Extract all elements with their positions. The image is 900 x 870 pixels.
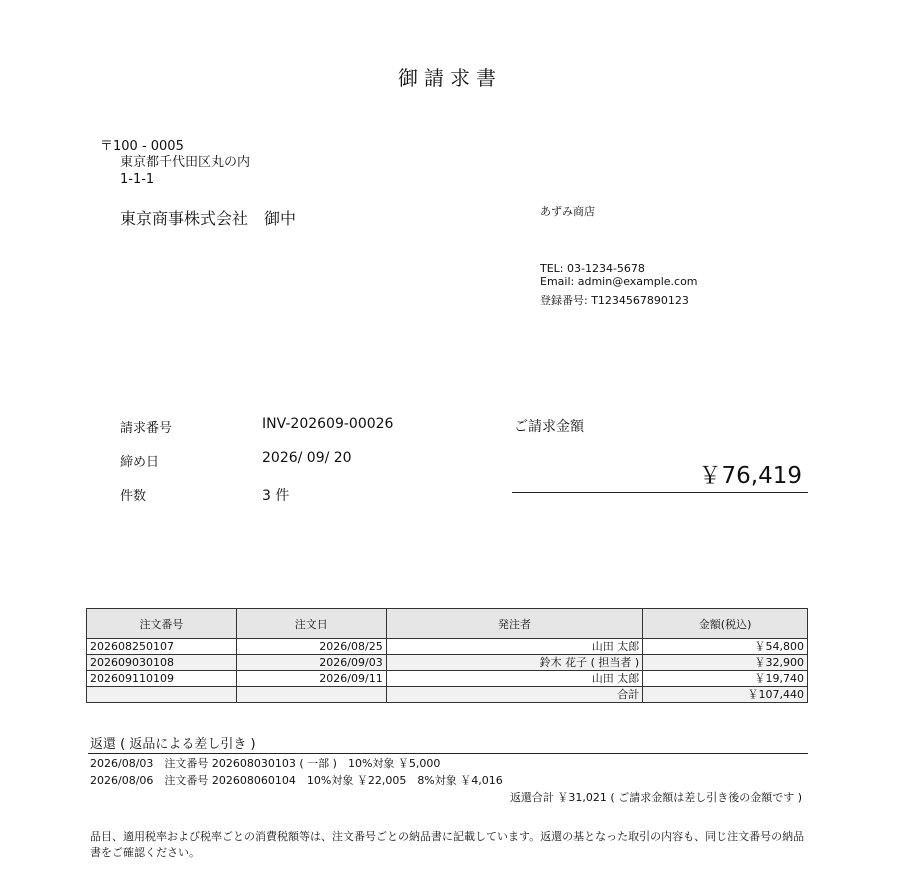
table-row [87, 671, 808, 687]
amount-underline [512, 492, 808, 493]
order-date-cell: 2026/08/25 [236, 639, 386, 655]
amount-cell: ￥19,740 [643, 671, 808, 687]
postal-code: 〒100 - 0005 [100, 139, 184, 154]
order-number-cell: 202609110109 [87, 671, 237, 687]
invoice-number-label: 請求番号 [120, 421, 173, 436]
closing-date: 2026/ 09/ 20 [262, 450, 352, 466]
amount-cell: ￥54,800 [643, 639, 808, 655]
order-number-cell: 202609030108 [87, 655, 237, 671]
recipient-address-line1: 東京都千代田区丸の内 [120, 155, 251, 170]
order-date-cell: 2026/09/03 [236, 655, 386, 671]
refund-total: 返還合計 ￥31,021 ( ご請求金額は差し引き後の金額です ) [509, 791, 802, 804]
empty-cell [236, 687, 386, 703]
column-header-orderer: 発注者 [386, 609, 643, 639]
order-count: 3 件 [262, 488, 290, 504]
total-label: 合計 [386, 687, 643, 703]
refund-title: 返還 ( 返品による差し引き ) [90, 737, 256, 752]
total-row [87, 687, 808, 703]
orderer-cell: 山田 太郎 [386, 639, 643, 655]
table-header-row [87, 609, 808, 639]
order-number-cell: 202608250107 [87, 639, 237, 655]
orderer-cell: 鈴木 花子 ( 担当者 ) [386, 655, 643, 671]
amount-cell: ￥32,900 [643, 655, 808, 671]
table-row [87, 639, 808, 655]
sender-registration: 登録番号: T1234567890123 [540, 294, 689, 307]
recipient-name: 東京商事株式会社 御中 [120, 209, 297, 228]
billing-amount-label: ご請求金額 [514, 419, 584, 435]
order-date-cell: 2026/09/11 [236, 671, 386, 687]
count-label: 件数 [120, 489, 147, 504]
sender-tel: TEL: 03-1234-5678 [540, 262, 645, 275]
document-title: 御請求書 [398, 66, 502, 90]
billing-amount: ￥76,419 [698, 463, 802, 489]
refund-line-item: 2026/08/03 注文番号 202608030103 ( 一部 ) 10%対象 ￥5,000 [90, 757, 441, 770]
sender-email: Email: admin@example.com [540, 275, 698, 288]
refund-divider [88, 753, 808, 754]
column-header-amount: 金額(税込) [643, 609, 808, 639]
refund-line-item: 2026/08/06 注文番号 202608060104 10%対象 ￥22,005 8%対象 ￥4,016 [90, 774, 503, 787]
empty-cell [87, 687, 237, 703]
invoice-number: INV-202609-00026 [262, 416, 394, 432]
footer-note: 品目、適用税率および税率ごとの消費税額等は、注文番号ごとの納品書に記載しています。返還の基となった取引の内容も、同じ注文番号の納品書をご確認ください。 [90, 830, 805, 859]
column-header-order-no: 注文番号 [87, 609, 237, 639]
recipient-address-line2: 1-1-1 [120, 172, 155, 187]
closing-date-label: 締め日 [120, 455, 160, 470]
orders-table [86, 608, 808, 703]
total-amount: ￥107,440 [643, 687, 808, 703]
sender-name: あずみ商店 [540, 205, 595, 218]
column-header-date: 注文日 [236, 609, 386, 639]
orderer-cell: 山田 太郎 [386, 671, 643, 687]
table-row [87, 655, 808, 671]
